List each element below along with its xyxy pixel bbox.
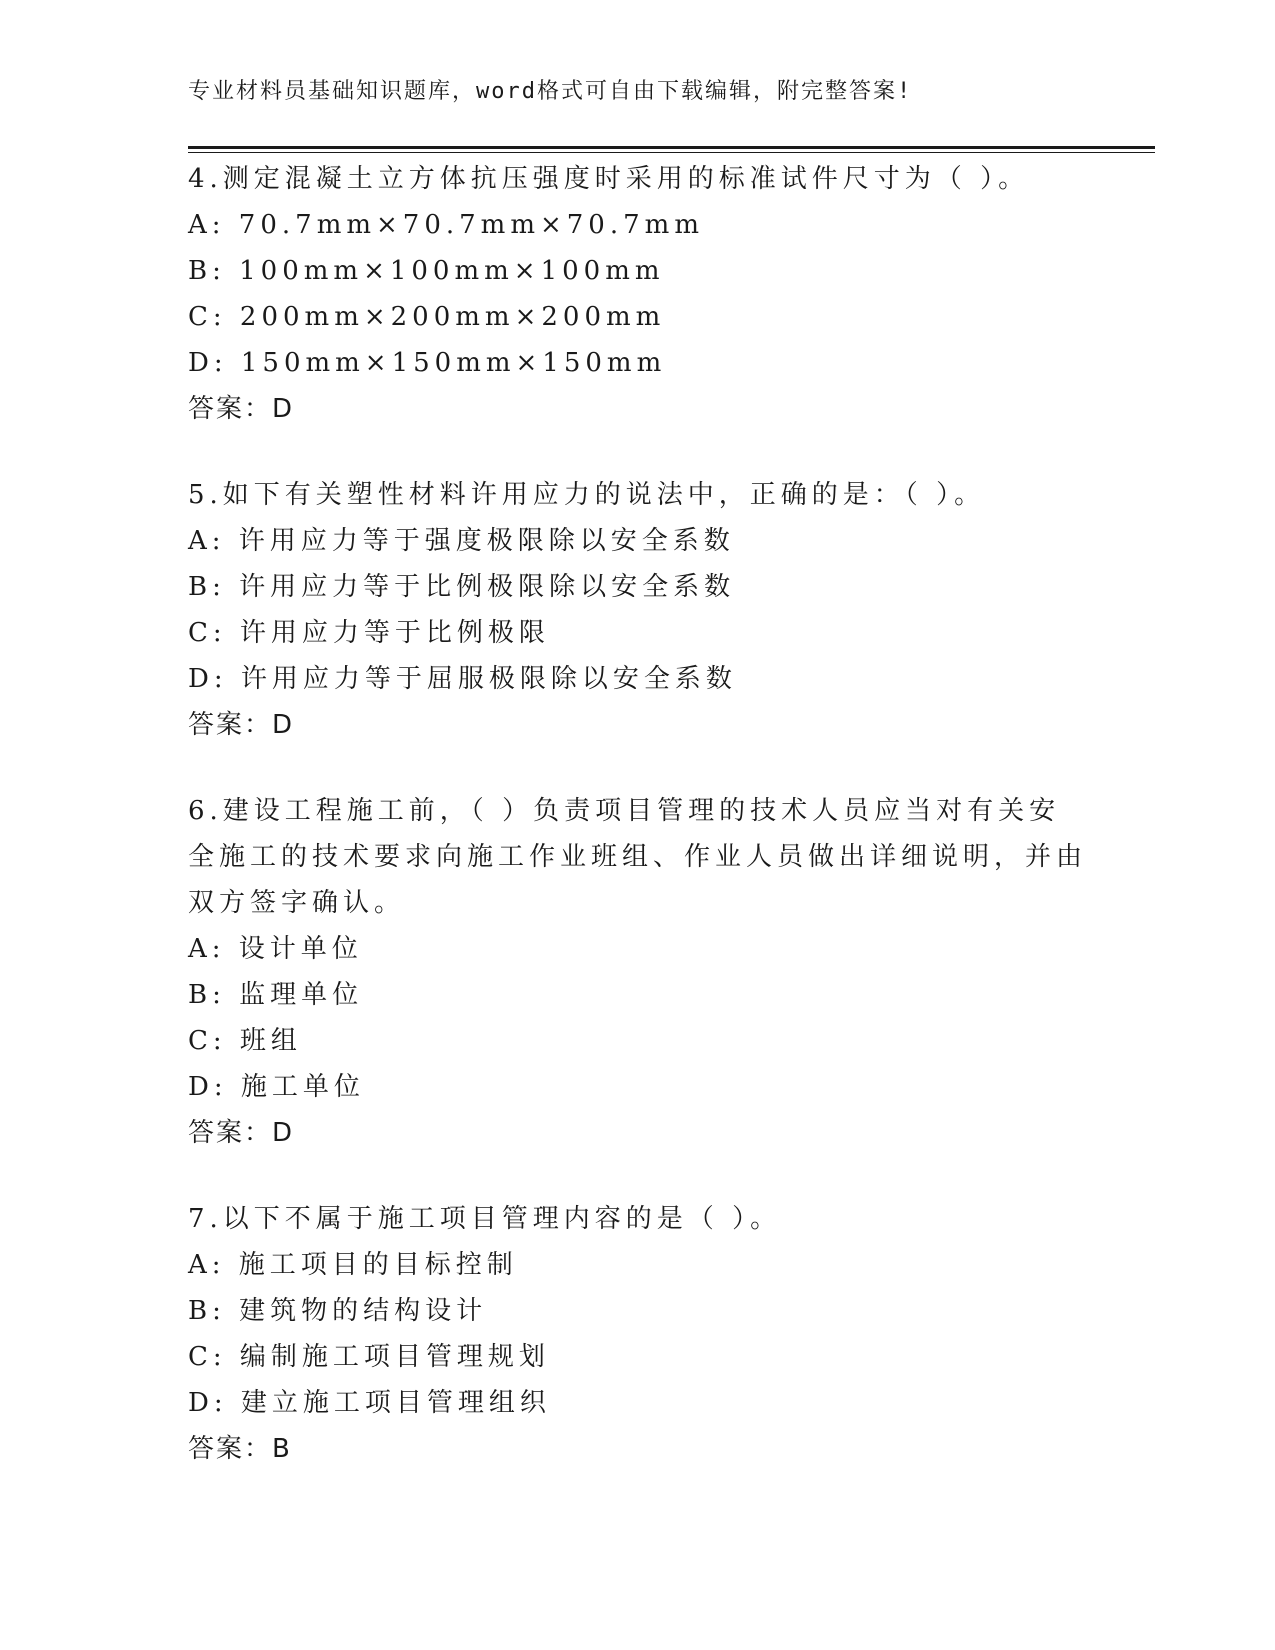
question-stem: 5.如下有关塑性材料许用应力的说法中，正确的是：（ ）。 bbox=[188, 480, 986, 510]
question-4 bbox=[188, 156, 1088, 432]
option-a: A: 施工项目的目标控制 bbox=[188, 1250, 518, 1280]
question-5 bbox=[188, 472, 1088, 748]
option-a: A: 设计单位 bbox=[188, 934, 363, 964]
option-c: C: 编制施工项目管理规划 bbox=[188, 1342, 550, 1372]
option-b: B: 监理单位 bbox=[188, 980, 364, 1010]
question-7 bbox=[188, 1196, 1088, 1472]
option-d: D: 许用应力等于屈服极限除以安全系数 bbox=[188, 664, 737, 694]
answer: 答案：D bbox=[188, 1118, 295, 1148]
option-d: D: 建立施工项目管理组织 bbox=[188, 1388, 551, 1418]
question-stem: 6.建设工程施工前，（ ）负责项目管理的技术人员应当对有关安全施工的技术要求向施工作业班组、作业人员做出详细说明，并由双方签字确认。 bbox=[188, 796, 1088, 918]
header-divider-thin bbox=[188, 152, 1155, 153]
header-note: 专业材料员基础知识题库，word格式可自由下载编辑，附完整答案! bbox=[188, 79, 913, 104]
option-d: D: 施工单位 bbox=[188, 1072, 365, 1102]
answer: 答案：B bbox=[188, 1434, 292, 1464]
question-stem: 7.以下不属于施工项目管理内容的是（ ）。 bbox=[188, 1204, 782, 1234]
option-c: C: 200mm×200mm×200mm bbox=[188, 302, 666, 332]
answer: 答案：D bbox=[188, 710, 295, 740]
option-a: A: 70.7mm×70.7mm×70.7mm bbox=[188, 210, 704, 240]
header-divider-thick bbox=[188, 146, 1155, 149]
option-a: A: 许用应力等于强度极限除以安全系数 bbox=[188, 526, 735, 556]
option-c: C: 班组 bbox=[188, 1026, 302, 1056]
option-b: B: 建筑物的结构设计 bbox=[188, 1296, 488, 1326]
option-c: C: 许用应力等于比例极限 bbox=[188, 618, 550, 648]
question-list bbox=[188, 156, 1088, 1512]
option-b: B: 100mm×100mm×100mm bbox=[188, 256, 665, 286]
answer: 答案：D bbox=[188, 394, 295, 424]
option-b: B: 许用应力等于比例极限除以安全系数 bbox=[188, 572, 736, 602]
question-stem: 4.测定混凝土立方体抗压强度时采用的标准试件尺寸为（ ）。 bbox=[188, 164, 1030, 194]
option-d: D: 150mm×150mm×150mm bbox=[188, 348, 667, 378]
question-6 bbox=[188, 788, 1088, 1156]
